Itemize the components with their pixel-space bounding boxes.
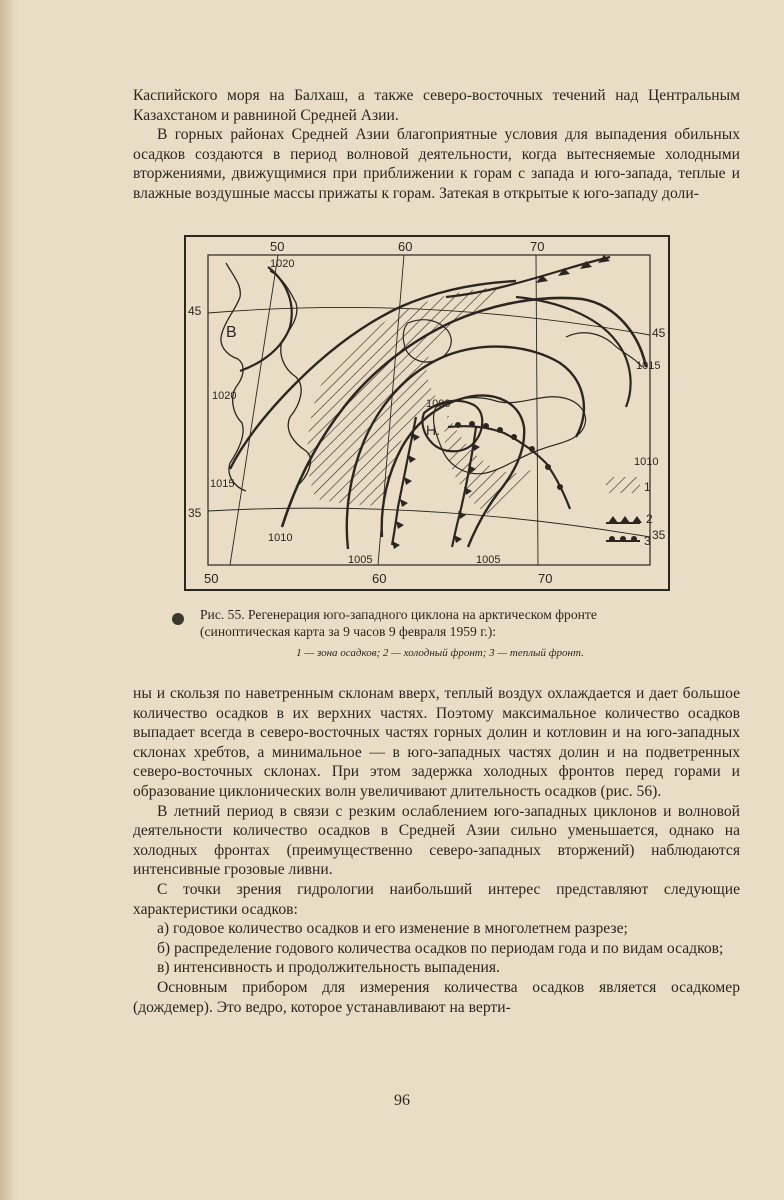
isobar-label: 1020	[212, 390, 237, 402]
isobar-label: 1000	[426, 398, 451, 410]
isobar-label: 1015	[636, 360, 661, 372]
page-edge-shadow	[0, 0, 18, 1200]
isobar-label: 1015	[210, 478, 235, 490]
list-item: в) интенсивность и продолжительность выпадения.	[157, 959, 500, 977]
front-tooth	[396, 521, 404, 529]
front-tooth	[392, 541, 400, 549]
front-bump	[455, 422, 461, 428]
paragraph: В летний период в связи с резким ослаблением юго-западных циклонов и волновой деятельности количество осадков в Средней Азии сильно уменьшается, однако на холодных фронтах (преимущественно северо-западных вторжений) наблюдаются интенсивные грозовые ливни.	[133, 802, 740, 879]
front-tooth	[412, 433, 420, 441]
lat-label-left-35: 35	[188, 506, 202, 520]
high-pressure-label: В	[226, 324, 237, 341]
isobar-label: 1010	[268, 532, 293, 544]
lon-label-top-50: 50	[270, 239, 285, 254]
legend-cold-front-tooth	[632, 516, 642, 523]
paragraph: Каспийского моря на Балхаш, а также северо-восточных течений над Центральным Казахстаном и равниной Средней Азии.	[133, 87, 740, 124]
legend-cold-front-tooth	[608, 516, 618, 523]
synoptic-map-frame	[184, 235, 670, 591]
lat-label-right-35: 35	[652, 528, 666, 542]
balkhash-coast	[566, 333, 642, 367]
legend-label-3: 3	[644, 534, 651, 548]
front-tooth	[400, 499, 408, 507]
lat-label-right-45: 45	[652, 326, 666, 340]
front-bump	[529, 446, 535, 452]
lon-label-bottom-50: 50	[204, 571, 219, 586]
isobar-label: 1005	[348, 554, 373, 566]
legend-precipitation-swatch	[606, 477, 640, 493]
low-pressure-label: Н.	[426, 422, 440, 438]
lon-label-bottom-70: 70	[538, 571, 553, 586]
isobar-label: 1005	[476, 554, 501, 566]
legend-warm-front-bump	[631, 536, 637, 542]
caption-title: Рис. 55. Регенерация юго-западного циклона на арктическом фронте (синоптическая карта за 9 часов 9 февраля 1959 г.):	[200, 607, 597, 639]
isobar-label: 1020	[270, 258, 295, 270]
paragraph: В горных районах Средней Азии благоприятные условия для выпадения обильных осадков создаются в период волновой деятельности, когда вытесняемые холодными вторжениями, движущимися при приближении к горам с запада и юго-запада, теплые и влажные воздушные массы прижаты к горам. Затекая в открытые к юго-западу доли-	[133, 126, 740, 202]
lon-label-top-70: 70	[530, 239, 545, 254]
lon-label-bottom-60: 60	[372, 571, 387, 586]
lon-label-top-60: 60	[398, 239, 413, 254]
synoptic-map	[186, 237, 668, 589]
front-tooth	[408, 455, 416, 463]
front-bump	[497, 427, 503, 433]
paragraph: С точки зрения гидрологии наибольший интерес представляют следующие характеристики осадков:	[133, 880, 740, 918]
front-bump	[557, 484, 563, 490]
legend-label-2: 2	[646, 512, 653, 526]
page-number: 96	[394, 1092, 410, 1109]
list-item: а) годовое количество осадков и его изменение в многолетнем разрезе;	[157, 920, 628, 938]
legend-warm-front-bump	[609, 536, 615, 542]
front-bump	[511, 434, 517, 440]
caspian-coast	[221, 263, 246, 491]
paragraph: ны и скользя по наветренным склонам вверх, теплый воздух охлаждается и дает большое количество осадков в их верхних частях. Поэтому максимальное количество осадков выпадает всегда в северо-восточных частях горных долин и котловин и на юго-западных склонах хребтов, а минимальное — в юго-западных частях долин и на подветренных северо-восточных склонах. При этом задержка холодных фронтов перед горами и образование циклонических волн увеличивают длительность осадков (рис. 56).	[133, 685, 740, 800]
top-text-block	[133, 86, 740, 204]
front-bump	[483, 423, 489, 429]
map-legend	[606, 477, 653, 548]
lat-label-left-45: 45	[188, 304, 202, 318]
meridian-70	[536, 255, 538, 565]
caption-bullet	[172, 613, 184, 625]
front-bump	[469, 421, 475, 427]
paragraph: Основным прибором для измерения количества осадков является осадкомер (дождемер). Это ведро, которое устанавливают на верти-	[133, 978, 740, 1016]
front-tooth	[404, 477, 412, 485]
front-bump	[545, 464, 551, 470]
figure-caption	[200, 606, 680, 662]
front-tooth	[454, 535, 462, 543]
isobar-label: 1010	[634, 456, 659, 468]
list-item: б) распределение годового количества осадков по периодам года и по видам осадков;	[157, 939, 724, 957]
bottom-text-block	[133, 684, 740, 1017]
legend-warm-front-bump	[620, 536, 626, 542]
legend-cold-front-tooth	[620, 516, 630, 523]
legend-label-1: 1	[644, 480, 651, 494]
caption-legend: 1 — зона осадков; 2 — холодный фронт; 3 — теплый фронт.	[296, 647, 584, 659]
